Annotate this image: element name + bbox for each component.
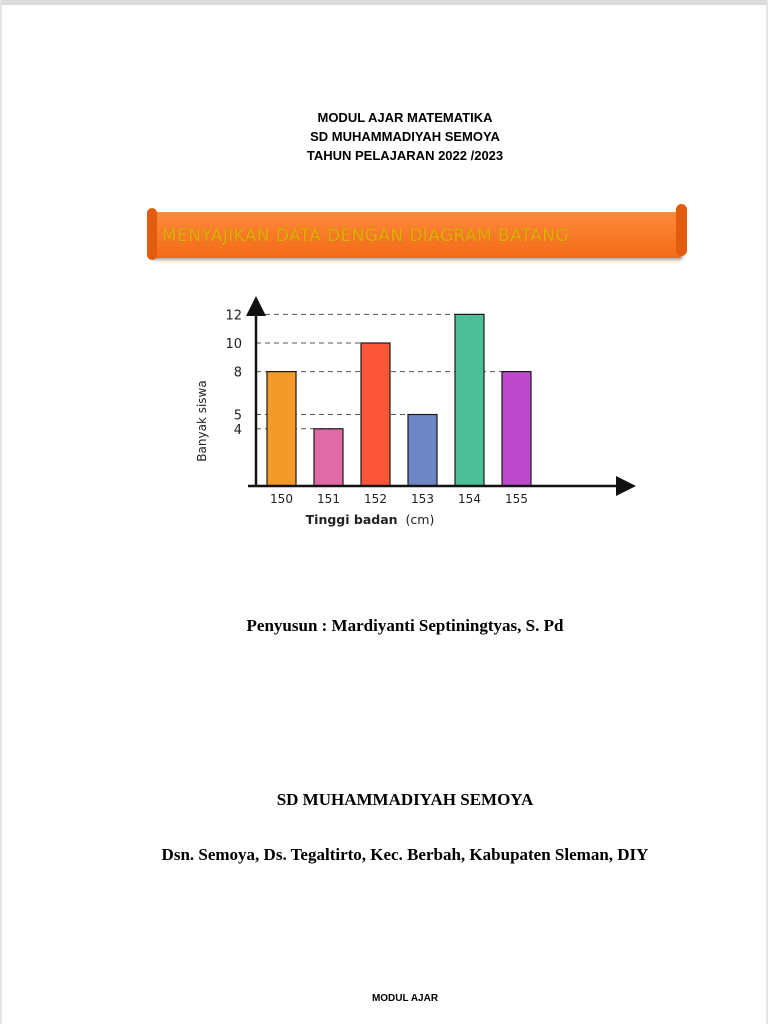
banner-title: MENYAJIKAN DATA DENGAN DIAGRAM BATANG <box>162 226 569 246</box>
x-tick-label-153: 153 <box>411 492 434 506</box>
x-tick-label-150: 150 <box>270 492 293 506</box>
bar-chart <box>188 296 638 536</box>
y-axis-label: Banyak siswa <box>195 380 209 462</box>
page-edge <box>0 0 768 5</box>
bar-152 <box>361 343 390 486</box>
bar-150 <box>267 372 296 486</box>
x-axis-label-unit: (cm) <box>405 512 435 527</box>
bar-153 <box>408 415 437 487</box>
bar-155 <box>502 372 531 486</box>
page-footer: MODUL AJAR <box>371 993 439 1004</box>
school-address: Dsn. Semoya, Ds. Tegaltirto, Kec. Berbah, Kabupaten Sleman, DIY <box>161 845 649 864</box>
bar-154 <box>455 314 484 486</box>
banner-curl-left <box>147 208 157 260</box>
x-tick-label-151: 151 <box>317 492 340 506</box>
topic-banner <box>150 212 682 258</box>
y-tick-label-12: 12 <box>225 308 242 324</box>
x-axis-label-main: Tinggi badan <box>305 512 398 527</box>
header-school: SD MUHAMMADIYAH SEMOYA <box>310 129 500 144</box>
header-year: TAHUN PELAJARAN 2022 /2023 <box>306 148 504 163</box>
y-tick-label-5: 5 <box>233 408 242 424</box>
x-axis-label <box>306 512 435 527</box>
y-tick-label-8: 8 <box>233 365 242 381</box>
banner-curl-right <box>676 204 687 256</box>
x-tick-label-155: 155 <box>505 492 528 506</box>
author-line: Penyusun : Mardiyanti Septiningtyas, S. Pd <box>246 616 564 635</box>
document-header <box>0 108 768 165</box>
bar-151 <box>314 429 343 486</box>
x-tick-label-154: 154 <box>458 492 481 506</box>
y-tick-label-4: 4 <box>233 422 242 438</box>
header-title: MODUL AJAR MATEMATIKA <box>317 110 493 125</box>
school-name: SD MUHAMMADIYAH SEMOYA <box>276 790 534 809</box>
x-tick-label-152: 152 <box>364 492 387 506</box>
y-tick-label-10: 10 <box>225 337 242 352</box>
